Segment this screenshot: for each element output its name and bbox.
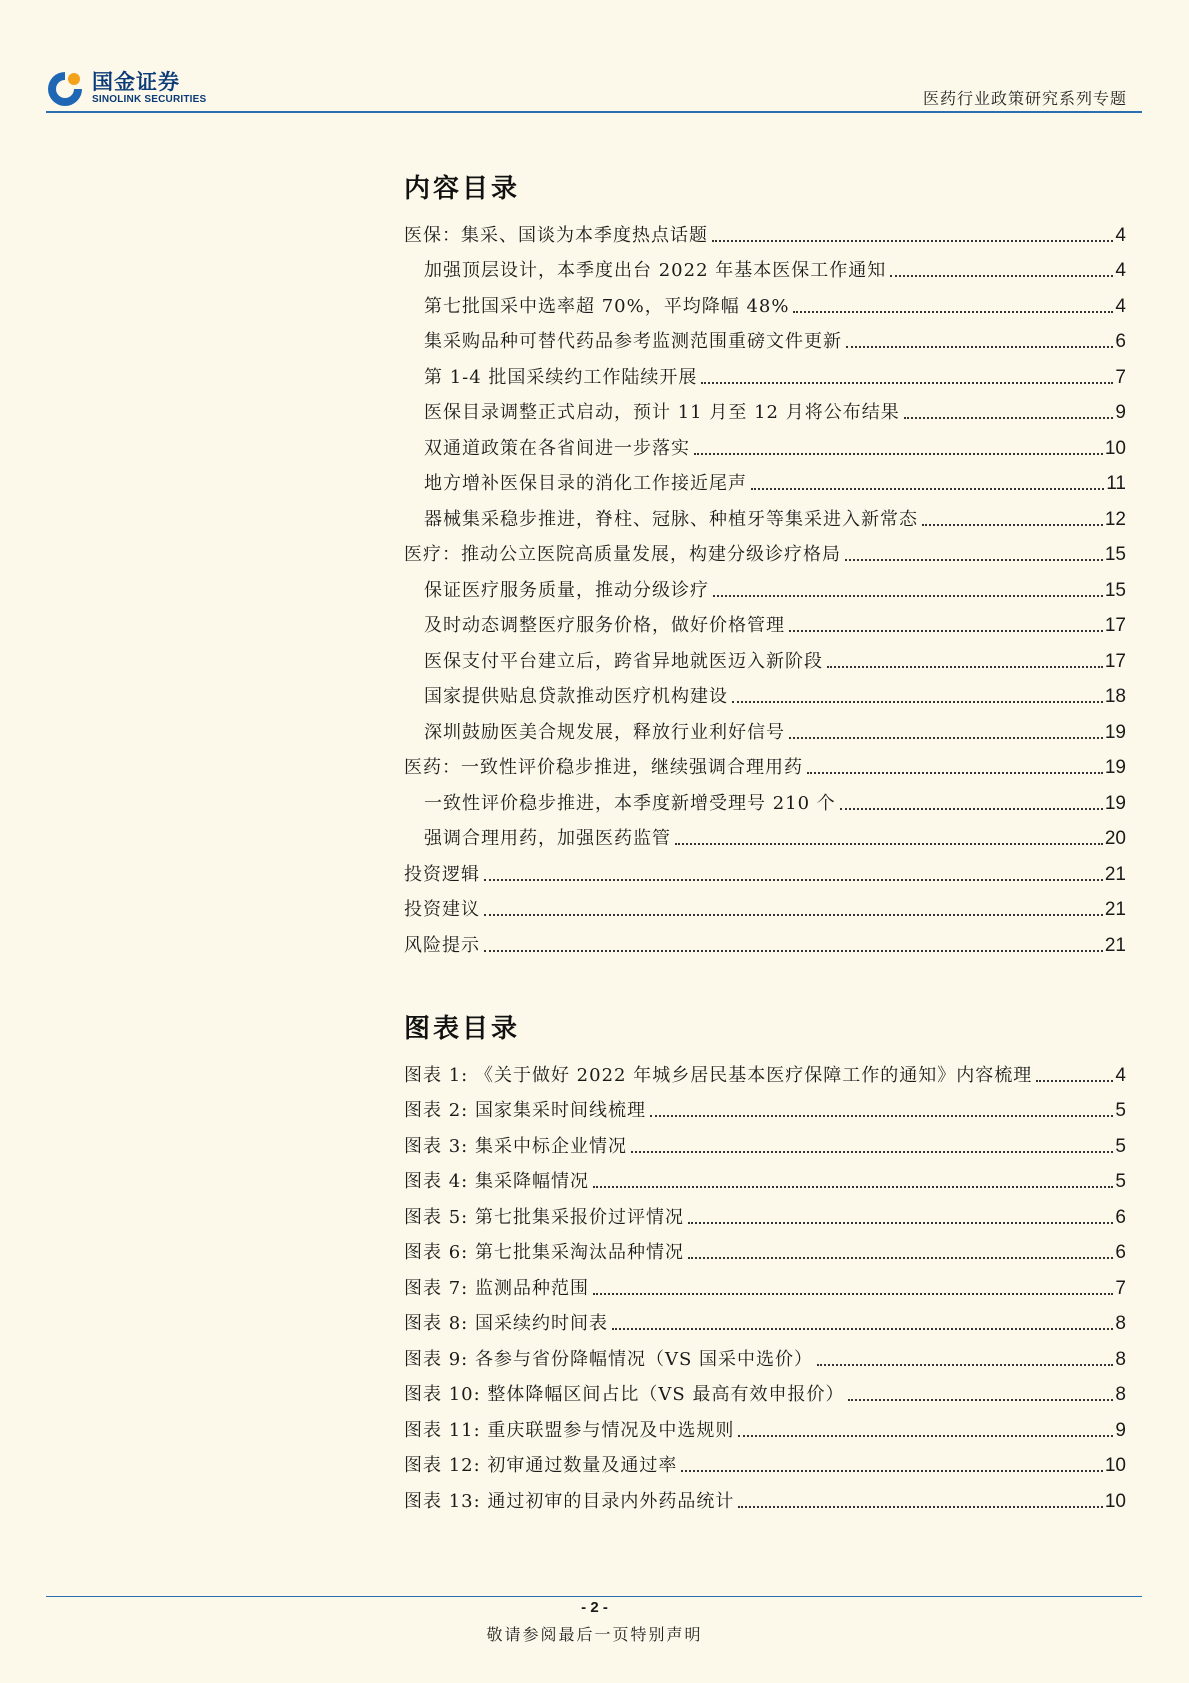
toc-entry-text: 图表 1: 《关于做好 2022 年城乡居民基本医疗保障工作的通知》内容梳理	[404, 1064, 1033, 1086]
figure-entry[interactable]	[404, 1302, 1126, 1338]
toc-entry-text: 医药：一致性评价稳步推进，继续强调合理用药	[404, 757, 803, 778]
toc-page-number: 4	[1115, 260, 1126, 281]
toc-page-number: 15	[1104, 544, 1126, 565]
report-series-title: 医药行业政策研究系列专题	[922, 89, 1127, 108]
dot-leader	[846, 346, 1113, 348]
dot-leader	[713, 595, 1103, 597]
dot-leader	[840, 808, 1103, 810]
toc-entry-text: 国家提供贴息贷款推动医疗机构建设	[424, 686, 728, 707]
dot-leader	[712, 240, 1113, 242]
toc-entry-text: 图表 5: 第七批集采报价过评情况	[404, 1206, 684, 1228]
dot-leader	[631, 1151, 1113, 1153]
contents-entry[interactable]	[404, 568, 1126, 604]
sinolink-logo-icon	[46, 68, 86, 108]
toc-entry-text: 第 1-4 批国采续约工作陆续开展	[424, 366, 698, 388]
toc-entry-text: 图表 10: 整体降幅区间占比（VS 最高有效申报价）	[404, 1384, 845, 1405]
dot-leader	[688, 1222, 1113, 1224]
dot-leader	[593, 1186, 1113, 1188]
toc-entry-text: 器械集采稳步推进，脊柱、冠脉、种植牙等集采进入新常态	[424, 508, 918, 530]
figures-title: 图表目录	[404, 1014, 521, 1044]
toc-page-number: 10	[1104, 1455, 1126, 1476]
toc-page-number: 20	[1104, 828, 1126, 849]
toc-page-number: 8	[1115, 1348, 1126, 1370]
toc-page-number: 17	[1104, 615, 1126, 636]
dot-leader	[890, 275, 1113, 277]
page-number: - 2 -	[581, 1599, 608, 1616]
dot-leader	[827, 666, 1103, 668]
toc-entry-text: 一致性评价稳步推进，本季度新增受理号 210 个	[424, 792, 836, 814]
header-divider	[46, 111, 1142, 113]
figure-entry[interactable]	[404, 1053, 1126, 1089]
toc-page-number: 6	[1115, 1242, 1126, 1263]
dot-leader	[688, 1257, 1113, 1259]
toc-page-number: 5	[1115, 1100, 1126, 1121]
dot-leader	[675, 843, 1103, 845]
contents-entry[interactable]	[404, 852, 1126, 888]
contents-entry[interactable]	[404, 923, 1126, 959]
toc-entry-text: 风险提示	[404, 934, 480, 956]
toc-page-number: 8	[1115, 1313, 1126, 1334]
dot-leader	[789, 630, 1103, 632]
toc-page-number: 21	[1104, 899, 1126, 920]
toc-page-number: 18	[1104, 686, 1126, 707]
toc-page-number: 10	[1104, 437, 1126, 459]
figure-entry[interactable]	[404, 1124, 1126, 1160]
contents-entry[interactable]	[404, 249, 1126, 285]
figure-entry[interactable]	[404, 1195, 1126, 1231]
contents-entry[interactable]	[404, 497, 1126, 533]
figure-entry[interactable]	[404, 1160, 1126, 1196]
toc-entry-text: 图表 13: 通过初审的目录内外药品统计	[404, 1490, 735, 1512]
toc-page-number: 7	[1115, 366, 1126, 388]
figure-entry[interactable]	[404, 1231, 1126, 1267]
dot-leader	[1036, 1080, 1113, 1082]
dot-leader	[922, 524, 1103, 526]
contents-entry[interactable]	[404, 604, 1126, 640]
figures-list	[404, 1053, 1126, 1515]
toc-entry-text: 加强顶层设计，本季度出台 2022 年基本医保工作通知	[424, 260, 887, 281]
toc-page-number: 15	[1104, 579, 1126, 601]
toc-entry-text: 图表 12: 初审通过数量及通过率	[404, 1455, 678, 1476]
contents-entry[interactable]	[404, 391, 1126, 427]
dot-leader	[694, 453, 1103, 455]
toc-entry-text: 图表 9: 各参与省份降幅情况（VS 国采中选价）	[404, 1348, 814, 1370]
dot-leader	[484, 950, 1103, 952]
dot-leader	[793, 311, 1113, 313]
toc-page-number: 21	[1104, 934, 1126, 956]
dot-leader	[593, 1293, 1113, 1295]
contents-entry[interactable]	[404, 817, 1126, 853]
contents-entry[interactable]	[404, 426, 1126, 462]
contents-entry[interactable]	[404, 320, 1126, 356]
contents-entry[interactable]	[404, 639, 1126, 675]
toc-entry-text: 图表 11: 重庆联盟参与情况及中选规则	[404, 1419, 735, 1441]
toc-page-number: 19	[1104, 792, 1126, 814]
contents-entry[interactable]	[404, 888, 1126, 924]
toc-page-number: 9	[1115, 402, 1126, 423]
toc-page-number: 9	[1115, 1419, 1126, 1441]
toc-page-number: 19	[1104, 721, 1126, 743]
logo-english-name: SINOLINK SECURITIES	[92, 93, 207, 105]
contents-entry[interactable]	[404, 781, 1126, 817]
toc-entry-text: 图表 4: 集采降幅情况	[404, 1171, 589, 1192]
dot-leader	[681, 1470, 1102, 1472]
toc-entry-text: 医保支付平台建立后，跨省异地就医迈入新阶段	[424, 650, 823, 672]
footer-divider	[46, 1596, 1142, 1597]
toc-entry-text: 图表 6: 第七批集采淘汰品种情况	[404, 1242, 684, 1263]
toc-entry-text: 第七批国采中选率超 70%，平均降幅 48%	[424, 295, 790, 317]
dot-leader	[817, 1364, 1113, 1366]
contents-entry[interactable]	[404, 355, 1126, 391]
toc-page-number: 7	[1115, 1277, 1126, 1299]
toc-entry-text: 保证医疗服务质量，推动分级诊疗	[424, 579, 709, 601]
toc-page-number: 8	[1115, 1384, 1126, 1405]
toc-entry-text: 投资逻辑	[404, 863, 480, 885]
toc-page-number: 5	[1115, 1171, 1126, 1192]
toc-entry-text: 医保：集采、国谈为本季度热点话题	[404, 224, 708, 246]
toc-entry-text: 及时动态调整医疗服务价格，做好价格管理	[424, 615, 785, 636]
dot-leader	[484, 914, 1103, 916]
toc-entry-text: 医保目录调整正式启动，预计 11 月至 12 月将公布结果	[424, 402, 900, 423]
footer-disclaimer: 敬请参阅最后一页特别声明	[486, 1625, 703, 1644]
toc-page-number: 21	[1104, 863, 1126, 885]
toc-page-number: 5	[1115, 1135, 1126, 1157]
dot-leader	[807, 772, 1103, 774]
toc-entry-text: 强调合理用药，加强医药监管	[424, 828, 671, 849]
figure-entry[interactable]	[404, 1373, 1126, 1409]
dot-leader	[845, 559, 1103, 561]
toc-page-number: 4	[1115, 224, 1126, 246]
toc-page-number: 10	[1104, 1490, 1126, 1512]
dot-leader	[904, 417, 1114, 419]
toc-page-number: 6	[1115, 331, 1126, 352]
figure-entry[interactable]	[404, 1444, 1126, 1480]
dot-leader	[732, 701, 1103, 703]
contents-entry[interactable]	[404, 746, 1126, 782]
page-header	[46, 68, 1142, 112]
toc-entry-text: 图表 3: 集采中标企业情况	[404, 1135, 627, 1157]
toc-page-number: 4	[1115, 1064, 1126, 1086]
toc-page-number: 11	[1106, 473, 1126, 494]
toc-entry-text: 地方增补医保目录的消化工作接近尾声	[424, 473, 747, 494]
toc-page-number: 4	[1115, 295, 1126, 317]
dot-leader	[738, 1435, 1113, 1437]
dot-leader	[612, 1328, 1113, 1330]
dot-leader	[789, 737, 1103, 739]
toc-entry-text: 投资建议	[404, 899, 480, 920]
toc-entry-text: 图表 2: 国家集采时间线梳理	[404, 1100, 646, 1121]
toc-page-number: 17	[1104, 650, 1126, 672]
toc-entry-text: 医疗：推动公立医院高质量发展，构建分级诊疗格局	[404, 544, 841, 565]
contents-entry[interactable]	[404, 462, 1126, 498]
figure-entry[interactable]	[404, 1408, 1126, 1444]
toc-entry-text: 图表 7: 监测品种范围	[404, 1277, 589, 1299]
contents-title: 内容目录	[404, 174, 521, 204]
contents-entry[interactable]	[404, 213, 1126, 249]
dot-leader	[650, 1115, 1113, 1117]
toc-entry-text: 双通道政策在各省间进一步落实	[424, 437, 690, 459]
contents-entry[interactable]	[404, 710, 1126, 746]
dot-leader	[701, 382, 1113, 384]
dot-leader	[848, 1399, 1113, 1401]
figure-entry[interactable]	[404, 1337, 1126, 1373]
toc-page-number: 19	[1104, 757, 1126, 778]
contents-entry[interactable]	[404, 675, 1126, 711]
toc-page-number: 12	[1104, 508, 1126, 530]
dot-leader	[484, 879, 1103, 881]
figure-entry[interactable]	[404, 1266, 1126, 1302]
contents-entry[interactable]	[404, 533, 1126, 569]
dot-leader	[751, 488, 1104, 490]
dot-leader	[738, 1506, 1102, 1508]
contents-entry[interactable]	[404, 284, 1126, 320]
toc-page-number: 6	[1115, 1206, 1126, 1228]
toc-entry-text: 深圳鼓励医美合规发展，释放行业利好信号	[424, 721, 785, 743]
company-logo	[46, 68, 206, 108]
toc-entry-text: 图表 8: 国采续约时间表	[404, 1313, 608, 1334]
figure-entry[interactable]	[404, 1089, 1126, 1125]
contents-list	[404, 213, 1126, 959]
figure-entry[interactable]	[404, 1479, 1126, 1515]
logo-chinese-name: 国金证券	[92, 69, 180, 94]
toc-entry-text: 集采购品种可替代药品参考监测范围重磅文件更新	[424, 331, 842, 352]
